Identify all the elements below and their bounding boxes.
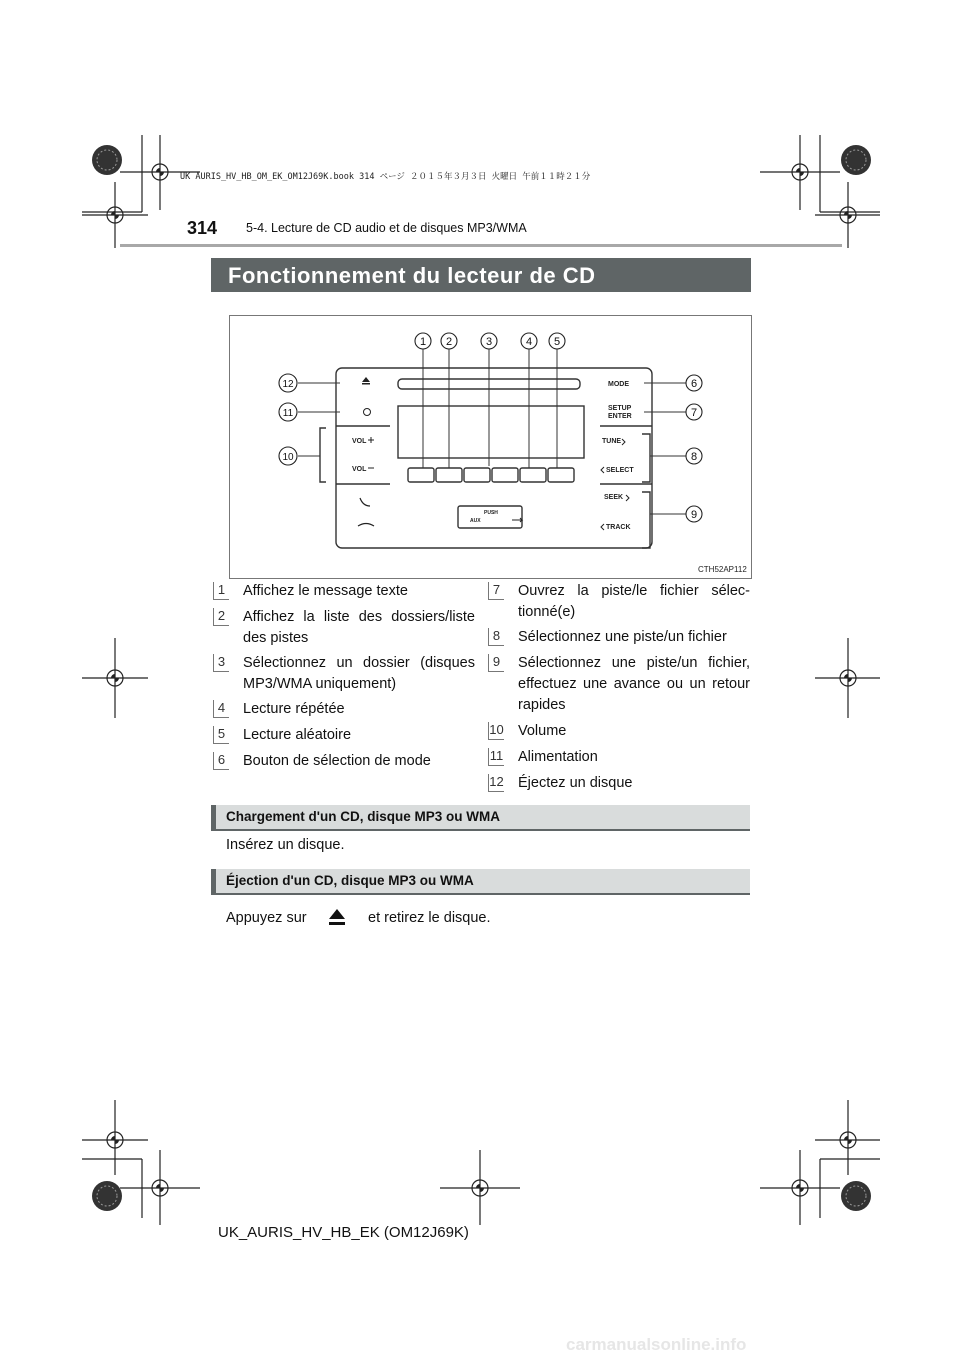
page-number: 314	[187, 218, 218, 238]
audio-panel-figure	[229, 315, 752, 579]
callout-7: 7	[690, 407, 698, 419]
seek-label: SEEK	[604, 494, 624, 501]
figure-code: CTH52AP112	[698, 565, 747, 574]
tune-label: TUNE	[602, 438, 622, 445]
callout-8: 8	[690, 451, 698, 463]
callout-5: 5	[553, 336, 561, 348]
callout-6: 6	[690, 378, 698, 390]
callout-2: 2	[445, 336, 453, 348]
callout-3: 3	[485, 336, 493, 348]
callout-12: 12	[282, 379, 294, 390]
eject-instruction-end: et retirez le disque.	[368, 910, 491, 926]
callout-9: 9	[690, 509, 698, 521]
page-title: Fonctionnement du lecteur de CD	[228, 263, 596, 288]
select-label: SELECT	[606, 467, 634, 474]
watermark: carmanualsonline.info	[566, 1335, 747, 1354]
subsection-title-load: Chargement d'un CD, disque MP3 ou WMA	[226, 809, 500, 824]
footer-code: UK_AURIS_HV_HB_EK (OM12J69K)	[218, 1224, 469, 1241]
aux-label: AUX	[470, 518, 481, 524]
subsection-rule	[211, 893, 750, 895]
section-heading: 5-4. Lecture de CD audio et de disques MP3/WMA	[246, 221, 527, 235]
callout-4: 4	[525, 336, 533, 348]
book-stamp: UK AURIS_HV_HB_OM_EK_OM12J69K.book 314 ページ ２０１５年３月３日 火曜日 午前１１時２１分	[180, 172, 591, 182]
track-label: TRACK	[606, 524, 631, 531]
legend-right: 7 Ouvrez la piste/le fichier sélec-tionné(e) 8 Sélectionnez une piste/un fichier 9 Sélectionnez une piste/un fichier, effectuez une avance ou un retour rapides 10 Volume 11 Alimentation 12 Éjectez un disque	[489, 582, 750, 791]
mode-label: MODE	[608, 381, 629, 388]
push-label: PUSH	[484, 510, 498, 516]
subsection-title-eject: Éjection d'un CD, disque MP3 ou WMA	[226, 873, 474, 888]
load-instruction: Insérez un disque.	[226, 837, 345, 853]
enter-label: ENTER	[608, 413, 632, 420]
callout-10: 10	[282, 452, 294, 463]
head-unit-outline	[320, 368, 652, 548]
callout-11: 11	[282, 408, 294, 419]
legend-left: 1 Affichez le message texte 2 Affichez la liste des dossiers/liste des pistes 3 Sélectionnez un dossier (disques MP3/WMA uniquement) 4 Lecture répétée 5 Lecture aléatoire 6 Bouton de sélection de mode	[213, 581, 475, 781]
vol-plus-label: VOL	[352, 438, 367, 445]
eject-icon	[326, 905, 348, 931]
callout-1: 1	[419, 336, 427, 348]
setup-label: SETUP	[608, 405, 632, 412]
vol-minus-label: VOL	[352, 466, 367, 473]
header-rule	[120, 244, 842, 247]
eject-instruction-start: Appuyez sur	[226, 910, 307, 926]
subsection-rule	[211, 829, 750, 831]
